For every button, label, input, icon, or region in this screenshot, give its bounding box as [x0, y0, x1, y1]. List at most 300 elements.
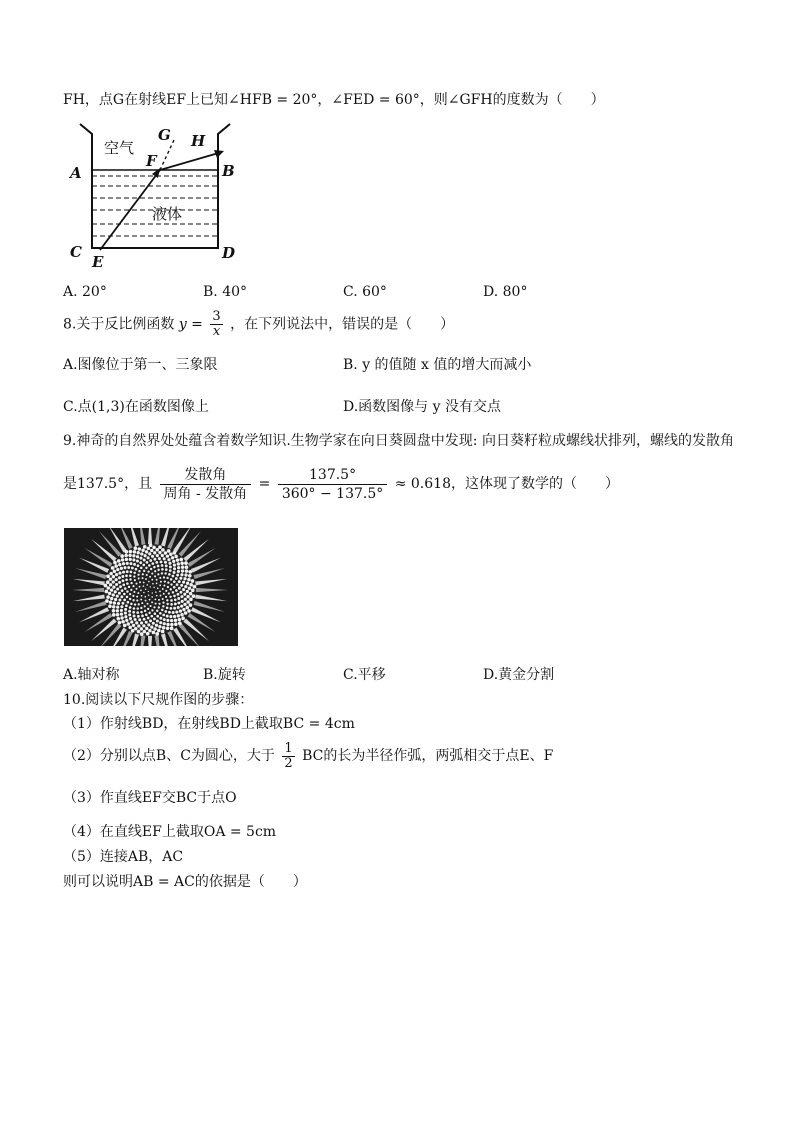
sunflower-seed: [151, 579, 153, 581]
sunflower-seed: [138, 603, 140, 605]
sunflower-seed: [127, 622, 130, 625]
sunflower-seed: [115, 583, 118, 586]
sunflower-seed: [116, 595, 119, 598]
sunflower-seed: [123, 624, 127, 628]
q8-func-den: x: [212, 324, 221, 339]
sunflower-seed: [105, 590, 109, 594]
q7-liquid-label: 液体: [152, 205, 183, 223]
sunflower-seed: [148, 629, 151, 632]
q7-option-a[interactable]: A. 20°: [63, 284, 107, 300]
sunflower-seed: [112, 613, 116, 617]
sunflower-seed: [178, 580, 181, 583]
sunflower-seed: [169, 553, 173, 557]
q10-step3: （3）作直线EF交BC于点O: [63, 790, 237, 806]
sunflower-seed: [140, 621, 143, 624]
q8-option-d[interactable]: D.函数图像与 y 没有交点: [343, 399, 501, 415]
sunflower-seed: [139, 586, 141, 588]
q10-step2-den: 2: [284, 755, 293, 771]
q8-stem: [63, 310, 454, 339]
sunflower-seed: [129, 578, 131, 580]
sunflower-seed: [139, 557, 142, 560]
sunflower-seed: [138, 547, 142, 551]
sunflower-seed: [174, 622, 178, 626]
sunflower-seed: [125, 574, 128, 577]
sunflower-seed: [160, 581, 162, 583]
sunflower-seed: [147, 571, 149, 573]
sunflower-seed: [114, 564, 118, 568]
sunflower-seed: [132, 554, 135, 557]
q7-option-d[interactable]: D. 80°: [483, 284, 528, 300]
sunflower-seed: [129, 606, 132, 609]
sunflower-seed: [173, 567, 176, 570]
sunflower-seed: [141, 548, 144, 551]
sunflower-seed: [155, 561, 158, 564]
sunflower-seed: [122, 583, 125, 586]
sunflower-seed: [143, 559, 146, 562]
sunflower-seed: [183, 593, 186, 596]
sunflower-seed: [154, 575, 156, 577]
sunflower-seed: [186, 600, 189, 603]
sunflower-seed: [108, 592, 111, 595]
sunflower-seed: [133, 563, 136, 566]
sunflower-seed: [134, 579, 136, 581]
sunflower-seed: [145, 578, 147, 580]
sunflower-seed: [128, 613, 131, 616]
q7-point-d: D: [222, 244, 236, 262]
sunflower-seed: [134, 603, 136, 605]
sunflower-seed: [192, 594, 196, 598]
sunflower-seed: [145, 589, 146, 590]
sunflower-seed: [141, 595, 143, 597]
sunflower-seed: [155, 591, 157, 593]
sunflower-seed: [158, 606, 160, 608]
sunflower-seed: [170, 578, 173, 581]
sunflower-seed: [130, 603, 132, 605]
sunflower-seed: [148, 594, 150, 596]
sunflower-seed: [159, 577, 161, 579]
sunflower-seed: [141, 615, 144, 618]
sunflower-seed: [180, 562, 184, 566]
sunflower-seed: [169, 569, 172, 572]
sunflower-seed: [116, 605, 119, 608]
q10-step2: [63, 738, 553, 774]
sunflower-seed: [132, 611, 135, 614]
sunflower-seed: [174, 598, 177, 601]
sunflower-seed: [166, 555, 169, 558]
sunflower-seed: [175, 577, 178, 580]
sunflower-seed: [116, 568, 119, 571]
sunflower-seed: [164, 581, 166, 583]
sunflower-seed: [118, 621, 122, 625]
sunflower-seed: [132, 558, 135, 561]
sunflower-seed: [180, 573, 183, 576]
sunflower-seed: [180, 584, 183, 587]
q10-step2-suffix: BC的长为半径作弧，两弧相交于点E、F: [302, 748, 554, 764]
sunflower-seed: [178, 622, 182, 626]
sunflower-seed: [173, 564, 176, 567]
sunflower-seed: [113, 561, 117, 565]
sunflower-seed: [163, 576, 165, 578]
sunflower-seed: [167, 549, 171, 553]
sunflower-seed: [157, 587, 159, 589]
sunflower-seed: [179, 591, 182, 594]
sunflower-seed: [129, 617, 132, 620]
q9-line2-prefix: 是137.5°，且: [63, 476, 153, 492]
sunflower-seed: [163, 593, 165, 595]
sunflower-seed: [154, 612, 157, 615]
q8-option-a[interactable]: A.图像位于第一、三象限: [63, 357, 218, 373]
sunflower-seed: [123, 593, 126, 596]
sunflower-seed: [188, 570, 192, 574]
sunflower-seed: [109, 583, 112, 586]
sunflower-seed: [137, 564, 140, 567]
sunflower-seed: [175, 589, 178, 592]
sunflower-seed: [160, 560, 163, 563]
q9-line2-suffix: ≈ 0.618，这体现了数学的（ ）: [394, 476, 619, 492]
sunflower-seed: [109, 600, 113, 604]
sunflower-seed: [146, 632, 150, 636]
sunflower-seed: [121, 620, 125, 624]
q8-option-c[interactable]: C.点(1,3)在函数图像上: [63, 399, 209, 415]
sunflower-seed: [168, 611, 171, 614]
sunflower-seed: [118, 592, 121, 595]
sunflower-seed: [139, 581, 141, 583]
q7-point-f: F: [146, 152, 157, 170]
q9-eq: =: [258, 476, 271, 492]
sunflower-seed: [152, 631, 156, 635]
q7-point-b: B: [222, 162, 235, 180]
sunflower-seed: [158, 603, 160, 605]
sunflower-seed: [181, 569, 184, 572]
sunflower-seed: [144, 605, 146, 607]
sunflower-seed: [158, 557, 161, 560]
sunflower-seed: [145, 600, 147, 602]
sunflower-seed: [186, 582, 189, 585]
sunflower-seed: [156, 620, 159, 623]
sunflower-seed: [178, 587, 181, 590]
q9-option-b[interactable]: B.旋转: [203, 667, 246, 683]
sunflower-seed: [143, 582, 145, 584]
sunflower-seed: [144, 596, 146, 598]
sunflower-seed: [124, 587, 127, 590]
sunflower-seed: [127, 601, 130, 604]
sunflower-seed: [148, 581, 150, 583]
q7-option-c[interactable]: C. 60°: [343, 284, 387, 300]
sunflower-seed: [112, 580, 115, 583]
sunflower-seed: [109, 578, 112, 581]
sunflower-seed: [165, 564, 168, 567]
sunflower-seed: [173, 595, 176, 598]
sunflower-seed: [133, 575, 135, 577]
sunflower-seed: [132, 595, 134, 597]
sunflower-seed: [157, 573, 159, 575]
sunflower-seed: [118, 563, 121, 566]
sunflower-seed: [183, 603, 186, 606]
sunflower-seed: [121, 589, 124, 592]
sunflower-seed: [164, 561, 167, 564]
sunflower-seed: [131, 629, 135, 633]
sunflower-seed: [164, 551, 167, 554]
sunflower-seed: [106, 574, 110, 578]
sunflower-seed: [147, 556, 150, 559]
sunflower-seed: [173, 615, 176, 618]
sunflower-seed: [159, 612, 162, 615]
sunflower-seed: [164, 572, 166, 574]
sunflower-seed: [129, 598, 131, 600]
sunflower-seed: [137, 607, 139, 609]
sunflower-seed: [173, 571, 176, 574]
sunflower-seed: [120, 609, 123, 612]
sunflower-seed: [152, 546, 156, 550]
sunflower-seed: [177, 614, 180, 617]
sunflower-seed: [173, 580, 176, 583]
sunflower-seed: [163, 557, 166, 560]
sunflower-seed: [161, 548, 165, 552]
q7-point-c: C: [70, 243, 82, 261]
sunflower-seed: [147, 603, 149, 605]
sunflower-seed: [173, 586, 176, 589]
sunflower-seed: [156, 595, 158, 597]
sunflower-seed: [151, 562, 154, 565]
sunflower-seed: [168, 592, 170, 594]
sunflower-seed: [125, 619, 128, 622]
sunflower-seed: [111, 566, 115, 570]
sunflower-seed: [105, 599, 109, 603]
sunflower-seed: [106, 595, 110, 599]
q8-prefix: 8.关于反比例函数: [63, 316, 175, 333]
sunflower-seed: [177, 566, 180, 569]
sunflower-seed: [166, 615, 169, 618]
q10-step2-num: 1: [284, 740, 293, 756]
sunflower-seed: [108, 604, 112, 608]
sunflower-seed: [120, 554, 124, 558]
sunflower-seed: [160, 595, 162, 597]
sunflower-seed: [161, 609, 164, 612]
sunflower-seed: [110, 597, 113, 600]
sunflower-seed: [145, 567, 147, 569]
q7-option-b[interactable]: B. 40°: [203, 284, 248, 300]
sunflower-seed: [174, 555, 178, 559]
sunflower-seed: [179, 577, 182, 580]
sunflower-seed: [132, 624, 135, 627]
sunflower-seed: [148, 591, 149, 592]
sunflower-seed: [128, 610, 131, 613]
sunflower-seed: [135, 583, 137, 585]
sunflower-seed: [133, 572, 135, 574]
sunflower-seed: [133, 615, 136, 618]
sunflower-seed: [137, 630, 141, 634]
sunflower-seed: [172, 591, 174, 593]
sunflower-seed: [181, 600, 184, 603]
sunflower-seed: [153, 558, 156, 561]
sunflower-seed: [170, 588, 172, 590]
sunflower-seed: [158, 599, 160, 601]
q8-func-num: 3: [212, 309, 221, 324]
sunflower-seed: [150, 626, 153, 629]
sunflower-seed: [145, 613, 148, 616]
sunflower-seed: [157, 565, 160, 568]
sunflower-seed: [171, 556, 174, 559]
sunflower-seed: [162, 602, 164, 604]
sunflower-seed: [151, 601, 153, 603]
sunflower-seed: [156, 554, 159, 557]
sunflower-seed: [155, 603, 157, 605]
sunflower-seed: [175, 610, 178, 613]
sunflower-seed: [170, 599, 173, 602]
sunflower-seed: [177, 562, 180, 565]
sunflower-seed: [153, 551, 156, 554]
sunflower-seed: [117, 602, 120, 605]
q9-fraction-1: [160, 466, 252, 503]
sunflower-seed: [142, 564, 145, 567]
sunflower-seed: [191, 579, 195, 583]
sunflower-seed: [151, 555, 154, 558]
sunflower-photo: [64, 528, 238, 646]
sunflower-seed: [166, 606, 169, 609]
sunflower-seed: [118, 572, 121, 575]
sunflower-seed: [182, 608, 185, 611]
sunflower-seed: [159, 584, 161, 586]
sunflower-seed: [188, 587, 191, 590]
sunflower-seed: [156, 579, 158, 581]
q8-option-b[interactable]: B. y 的值随 x 值的增大而减小: [343, 357, 532, 373]
sunflower-seed: [159, 590, 161, 592]
sunflower-seed: [172, 560, 175, 563]
sunflower-seed: [176, 558, 179, 561]
sunflower-seed: [182, 588, 185, 591]
sunflower-seed: [127, 566, 130, 569]
sunflower-seed: [152, 583, 154, 585]
q7-point-a: A: [70, 164, 82, 182]
sunflower-seed: [125, 558, 128, 561]
sunflower-seed: [128, 586, 130, 588]
sunflower-seed: [137, 551, 140, 554]
sunflower-seed: [147, 623, 150, 626]
sunflower-seed: [126, 582, 129, 585]
sunflower-seed: [112, 605, 115, 608]
q10-step2-prefix: （2）分别以点B、C为圆心，大于: [63, 748, 275, 764]
sunflower-seed: [146, 561, 149, 564]
sunflower-seed: [152, 622, 155, 625]
sunflower-seed: [153, 587, 154, 588]
q9-line1: 9.神奇的自然界处处蕴含着数学知识.生物学家在向日葵圆盘中发现: 向日葵籽粒成螺线状排列，螺线的发散角: [63, 433, 734, 449]
sunflower-seed: [130, 571, 133, 574]
sunflower-seed: [124, 608, 127, 611]
sunflower-seed: [121, 558, 124, 561]
q7-refraction-figure: [64, 118, 244, 270]
sunflower-seed: [132, 599, 134, 601]
sunflower-seed: [155, 624, 158, 627]
sunflower-seed: [153, 566, 156, 569]
q7-point-e: E: [92, 253, 104, 270]
sunflower-seed: [120, 567, 123, 570]
sunflower-seed: [140, 632, 144, 636]
sunflower-seed: [159, 621, 162, 624]
sunflower-seed: [169, 596, 171, 598]
q9-option-c[interactable]: C.平移: [343, 667, 386, 683]
q9-option-a[interactable]: A.轴对称: [63, 667, 120, 683]
q8-suffix: ，在下列说法中，错误的是（ ）: [230, 316, 455, 333]
sunflower-seed: [137, 615, 140, 618]
sunflower-seed: [176, 583, 179, 586]
sunflower-seed: [135, 621, 138, 624]
sunflower-seed: [136, 611, 139, 614]
sunflower-seed: [149, 543, 153, 547]
sunflower-seed: [165, 568, 168, 571]
sunflower-seed: [120, 613, 123, 616]
sunflower-seed: [129, 550, 133, 554]
sunflower-seed: [184, 585, 187, 588]
sunflower-seed: [126, 590, 128, 592]
sunflower-seed: [156, 583, 158, 585]
sunflower-seed: [184, 573, 187, 576]
sunflower-seed: [155, 632, 159, 636]
sunflower-seed: [153, 617, 156, 620]
sunflower-seed: [179, 558, 183, 562]
sunflower-seed: [168, 573, 171, 576]
sunflower-seed: [124, 550, 128, 554]
sunflower-seed: [161, 554, 164, 557]
sunflower-seed: [177, 593, 180, 596]
sunflower-seed: [178, 618, 182, 622]
sunflower-seed: [169, 615, 172, 618]
q7-point-g: G: [158, 126, 171, 144]
sunflower-seed: [117, 559, 121, 563]
sunflower-seed: [163, 585, 165, 587]
sunflower-seed: [167, 581, 169, 583]
sunflower-seed: [136, 599, 138, 601]
q9-option-d[interactable]: D.黄金分割: [483, 667, 555, 683]
sunflower-seed: [121, 575, 124, 578]
sunflower-seed: [140, 590, 142, 592]
sunflower-seed: [130, 582, 132, 584]
sunflower-seed: [110, 588, 113, 591]
q10-step5: （5）连接AB，AC: [63, 849, 184, 865]
sunflower-seed: [177, 601, 180, 604]
sunflower-seed: [130, 620, 133, 623]
sunflower-seed: [109, 572, 113, 576]
sunflower-seed: [187, 578, 190, 581]
sunflower-seed: [147, 608, 149, 610]
sunflower-seed: [167, 558, 170, 561]
sunflower-seed: [143, 570, 145, 572]
sunflower-seed: [143, 630, 147, 634]
sunflower-seed: [148, 552, 151, 555]
sunflower-seed: [107, 586, 111, 590]
sunflower-seed: [156, 615, 159, 618]
q7-stem: FH，点G在射线EF上已知∠HFB = 20°，∠FED = 60°，则∠GFH的度数为（ ）: [63, 92, 605, 108]
sunflower-seed: [120, 616, 123, 619]
sunflower-seed: [131, 567, 134, 570]
sunflower-seed: [148, 564, 151, 567]
sunflower-seed: [151, 609, 153, 611]
sunflower-seed: [125, 578, 128, 581]
sunflower-seed: [166, 619, 169, 622]
sunflower-seed: [129, 558, 132, 561]
sunflower-seed: [136, 596, 138, 598]
sunflower-seed: [172, 575, 175, 578]
q9-frac1-num: 发散角: [160, 466, 252, 485]
q10-step4: （4）在直线EF上截取OA = 5cm: [63, 824, 277, 840]
sunflower-seed: [191, 589, 195, 593]
sunflower-seed: [140, 599, 142, 601]
sunflower-seed: [162, 614, 165, 617]
sunflower-seed: [176, 574, 179, 577]
sunflower-seed: [153, 627, 156, 630]
sunflower-seed: [172, 551, 176, 555]
sunflower-seed: [188, 574, 192, 578]
sunflower-seed: [118, 599, 121, 602]
